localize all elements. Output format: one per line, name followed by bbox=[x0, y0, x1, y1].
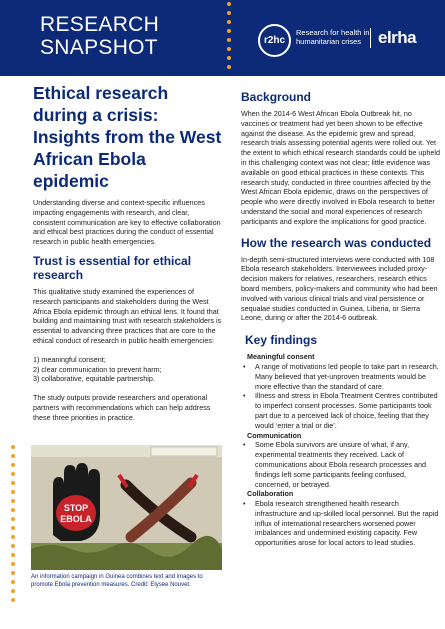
snapshot-title bbox=[40, 13, 159, 59]
finding-bullet: • A range of motivations led people to take part in research. Many believed that yet-unproven treatments would be more effective than the standard of care. bbox=[241, 362, 441, 391]
practices-list bbox=[33, 355, 223, 384]
lead-paragraph: Understanding diverse and context-specific influences impacting engagements with research, and clear, consistent communication are key to effective collaboration and ethical best practices during the conduct of essential research in public health emergencies. bbox=[33, 198, 221, 247]
collaboration-subheading: Collaboration bbox=[247, 489, 294, 499]
background-paragraph: When the 2014-6 West African Ebola Outbreak hit, no vaccines or treatment had yet been shown to be effective against the disease. As the epidemic grew and spread, research trials assessing potential agents were rolled out. Yet the extent to which ethical research standards could be upheld in this challenging context was not clear; little evidence was available on good ethical practices in these contexts. This research study, conducted in three countries affected by the West African Ebola epidemic, draws on the perspectives of people who were directly involved in Ebola research to better understand the social and moral experiences of research participants and explore the implications for good practice. bbox=[241, 109, 440, 226]
snapshot-title-line2: SNAPSHOT bbox=[40, 36, 158, 59]
page-title: Ethical research during a crisis: Insights from the West African Ebola epidemic bbox=[33, 83, 222, 191]
decorative-dot-column-top bbox=[225, 2, 235, 74]
background-heading: Background bbox=[241, 90, 312, 104]
elrha-logo: elrha bbox=[378, 28, 417, 47]
snapshot-title-line1: RESEARCH bbox=[40, 13, 160, 36]
finding-bullet: • Illness and stress in Ebola Treatment Centres contributed to imperfect consent processes. Some participants took part due to a perceived lack of choice, feeling that they would ‘enter a trial or die’. bbox=[241, 391, 441, 430]
left-column bbox=[33, 82, 223, 423]
mural-illustration bbox=[31, 445, 222, 570]
mural-stop-text: STOP bbox=[63, 503, 89, 513]
practice-item: 1) meaningful consent; bbox=[33, 354, 106, 364]
practice-item: 3) collaborative, equitable partnership. bbox=[33, 374, 155, 384]
finding-bullet: • Some Ebola survivors are unsure of what, if any, experimental treatments they received. Lack of communications about Ebola research processes and findings left some participants feeling confused, concerned, or betrayed. bbox=[241, 440, 441, 489]
decorative-dot-column-left bbox=[10, 445, 18, 607]
method-paragraph: In-depth semi-structured interviews were conducted with 108 Ebola research stakeholders. Interviewees included proxy-decision makers for relatives, researchers, research ethics board members, policy-makers and community who had been involved with various clinical trials and viral persistence or sequalae studies conducted in Guinea, Liberia, or Sierra Leone, during or after the 2014-6 outbreak. bbox=[241, 254, 438, 323]
logo-divider bbox=[370, 28, 371, 48]
campaign-mural-photo bbox=[31, 445, 222, 570]
finding-bullet: • Ebola research strengthened health research infrastructure and up-skilled local personnel. But the rapid influx of international researchers worsened power imbalances and undermined existing capacity. Few opportunities arose for local actors to lead studies. bbox=[241, 499, 441, 548]
trust-paragraph: This qualitative study examined the experiences of research participants and stakeholders during the West Africa Ebola epidemic through an ethical lens. It found that building and maintaining trust with research stakeholders is essential to advancing three practices that are core to the ethical conduct of research in public health emergencies: bbox=[33, 286, 222, 345]
header-banner bbox=[0, 0, 445, 76]
r2hc-logo: r2hc bbox=[258, 24, 291, 57]
communication-subheading: Communication bbox=[247, 430, 302, 440]
right-column bbox=[241, 90, 441, 548]
method-heading: How the research was conducted bbox=[241, 235, 432, 250]
photo-caption: An information campaign in Guinea combines text and images to promote Ebola prevention measures. Credit: Elysée Nouvet. bbox=[31, 574, 203, 588]
consent-subheading: Meaningful consent bbox=[247, 352, 315, 362]
mural-ebola-text: EBOLA bbox=[60, 514, 92, 524]
practice-item: 2) clear communication to prevent harm; bbox=[33, 364, 162, 374]
r2hc-logo-text: Research for health in humanitarian crises bbox=[296, 28, 370, 46]
closing-paragraph: The study outputs provide researchers and operational partners with recommendations which can help address these three priorities in practice. bbox=[33, 393, 211, 422]
trust-heading: Trust is essential for ethical research bbox=[33, 253, 192, 282]
key-findings-heading: Key findings bbox=[245, 333, 318, 348]
